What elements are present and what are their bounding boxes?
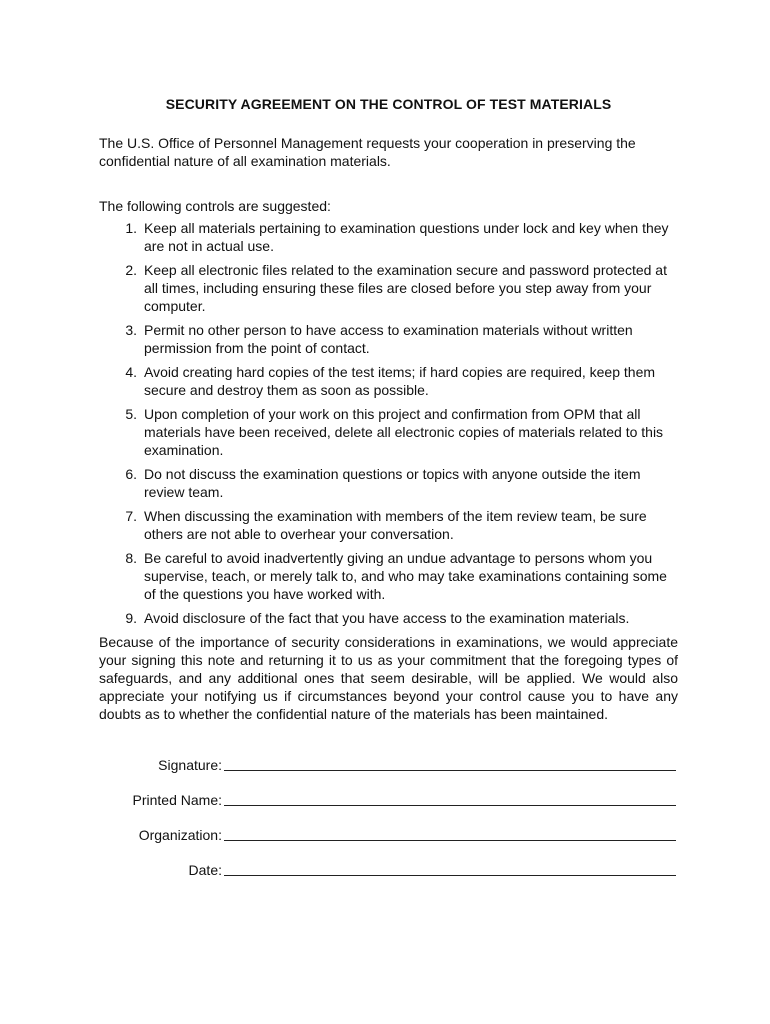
list-item-number: 8.	[125, 550, 137, 566]
printed-name-field	[99, 790, 678, 808]
list-item-number: 4.	[125, 364, 137, 380]
list-item-text: When discussing the examination with members of the item review team, be sure others are not able to overhear your conversation.	[144, 508, 647, 542]
document-title: SECURITY AGREEMENT ON THE CONTROL OF TEST MATERIALS	[165, 96, 612, 112]
list-item-number: 1.	[125, 220, 137, 236]
list-item	[99, 405, 678, 459]
signature-label: Signature:	[158, 757, 222, 773]
signature-line[interactable]	[224, 756, 676, 771]
closing-paragraph: Because of the importance of security considerations in examinations, we would appreciate your signing this note and returning it to us as your commitment that the foregoing types of safeguards, and any additional ones that seem desirable, will be applied. We would also appreciate your notifying us if circumstances beyond your control cause you to have any doubts as to whether the confidential nature of the materials has been maintained.	[99, 634, 678, 722]
date-label: Date:	[188, 862, 222, 878]
list-item-text: Be careful to avoid inadvertently giving an undue advantage to persons whom you supervise, teach, or merely talk to, and who may take examinations containing some of the questions you have worked with.	[144, 550, 667, 602]
date-field	[99, 860, 678, 878]
signature-field	[99, 755, 678, 773]
list-item	[99, 507, 678, 543]
signature-block	[99, 755, 678, 878]
list-item-text: Upon completion of your work on this project and confirmation from OPM that all materials have been received, delete all electronic copies of materials related to this examination.	[144, 406, 664, 458]
list-item	[99, 219, 678, 255]
list-item-number: 6.	[125, 466, 137, 482]
printed-name-label: Printed Name:	[132, 792, 222, 808]
organization-field	[99, 825, 678, 843]
list-item-number: 9.	[125, 610, 137, 626]
list-item	[99, 609, 678, 627]
list-item-text: Keep all materials pertaining to examination questions under lock and key when they are not in actual use.	[144, 220, 669, 254]
controls-lead: The following controls are suggested:	[99, 198, 331, 214]
list-item	[99, 465, 678, 501]
list-item-number: 3.	[125, 322, 137, 338]
list-item-number: 5.	[125, 406, 137, 422]
list-item-number: 2.	[125, 262, 137, 278]
list-item-text: Avoid disclosure of the fact that you have access to the examination materials.	[144, 610, 630, 626]
list-item-text: Keep all electronic files related to the examination secure and password protected at all times, including ensuring these files are closed before you step away from your computer.	[144, 262, 667, 314]
list-item	[99, 261, 678, 315]
list-item	[99, 321, 678, 357]
list-item-text: Avoid creating hard copies of the test items; if hard copies are required, keep them secure and destroy them as soon as possible.	[144, 364, 656, 398]
intro-paragraph: The U.S. Office of Personnel Management requests your cooperation in preserving the confidential nature of all examination materials.	[99, 135, 636, 169]
list-item	[99, 363, 678, 399]
organization-line[interactable]	[224, 826, 676, 841]
organization-label: Organization:	[138, 827, 222, 843]
list-item-text: Permit no other person to have access to examination materials without written permission from the point of contact.	[144, 322, 633, 356]
list-item-text: Do not discuss the examination questions or topics with anyone outside the item review team.	[144, 466, 641, 500]
controls-list	[99, 219, 678, 627]
printed-name-line[interactable]	[224, 791, 676, 806]
list-item-number: 7.	[125, 508, 137, 524]
date-line[interactable]	[224, 861, 676, 876]
list-item	[99, 549, 678, 603]
